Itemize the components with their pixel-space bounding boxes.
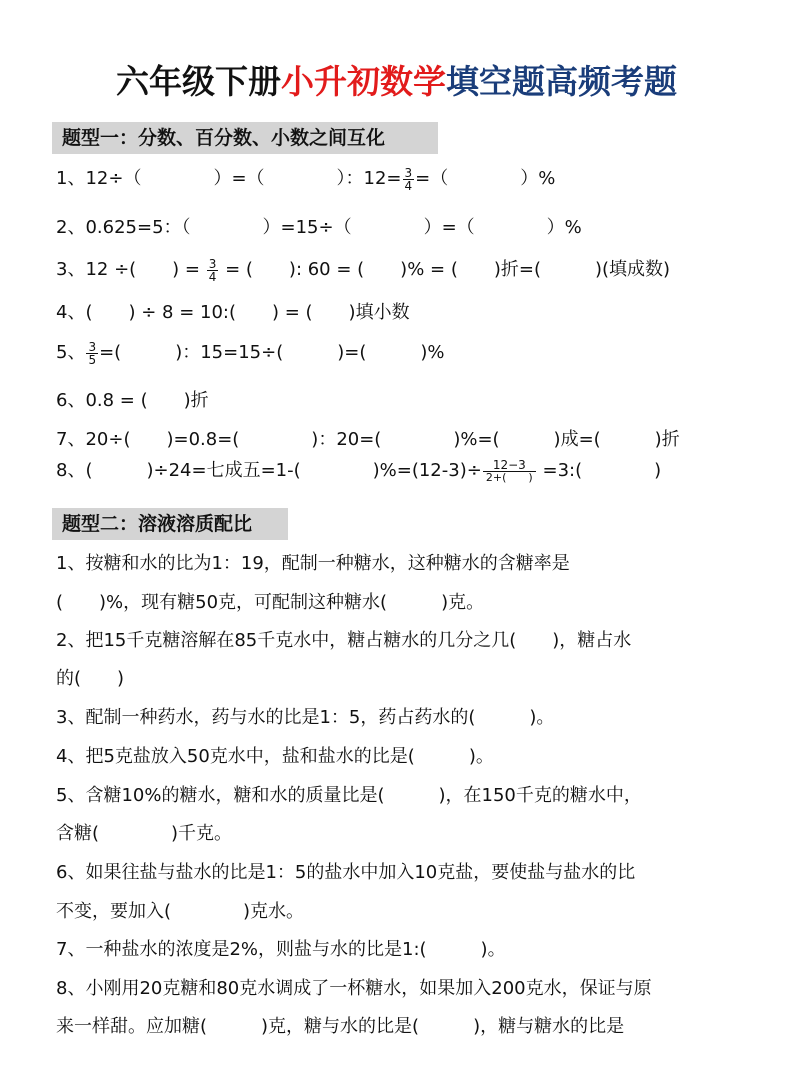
fraction-numerator: 3 [404, 165, 413, 180]
fraction-numerator: 3 [88, 339, 97, 354]
q1-5-text-before: 5、 [56, 342, 86, 363]
fraction-denominator: 4 [404, 178, 413, 193]
q1-8-text-before: 8、( )÷24=七成五=1-( )%=(12-3)÷ [56, 460, 482, 481]
title-part-grade: 六年级下册 [116, 62, 281, 101]
question-2-2-line-1: 2、把15千克糖溶解在85千克水中，糖占糖水的几分之几( )，糖占水 [56, 630, 632, 651]
title-part-type: 填空题高频考题 [446, 62, 677, 101]
q1-3-text-before: 3、12 ÷( ) = [56, 259, 206, 280]
q1-1-text-before: 1、12÷（ ）=（ ）：12= [56, 168, 402, 189]
question-1-4: 4、( ) ÷ 8 = 10:( ) = ( )填小数 [56, 302, 410, 323]
q1-1-text-after: =（ ）% [415, 168, 556, 189]
section-heading-1: 题型一：分数、百分数、小数之间互化 [52, 122, 438, 154]
question-2-4: 4、把5克盐放入50克水中，盐和盐水的比是( )。 [56, 746, 494, 767]
question-2-5-line-1: 5、含糖10%的糖水，糖和水的质量比是( )，在150千克的糖水中， [56, 785, 642, 806]
question-1-2: 2、0.625=5：（ ）=15÷（ ）=（ ）% [56, 217, 582, 238]
question-1-6: 6、0.8 = ( )折 [56, 390, 209, 411]
fraction-numerator: 12−3 [483, 459, 536, 472]
question-1-5 [56, 340, 444, 366]
question-2-1-line-1: 1、按糖和水的比为1：19，配制一种糖水，这种糖水的含糖率是 [56, 553, 570, 574]
fraction-3-4 [403, 167, 415, 192]
question-1-3 [56, 257, 670, 283]
section-heading-2: 题型二：溶液溶质配比 [52, 508, 288, 540]
fraction-3-4 [207, 258, 219, 283]
question-1-8 [56, 458, 661, 484]
fraction-3-5 [86, 341, 98, 366]
question-1-1 [56, 166, 555, 192]
fraction-denominator: 2+( ) [485, 471, 533, 484]
question-2-8-line-1: 8、小刚用20克糖和80克水调成了一杯糖水，如果加入200克水，保证与原 [56, 978, 652, 999]
fraction-denominator: 5 [88, 352, 97, 367]
fraction-numerator: 3 [208, 256, 217, 271]
q1-8-text-after: =3:( ) [536, 460, 662, 481]
title-part-topic: 小升初数学 [281, 62, 446, 101]
fraction-complex [483, 459, 536, 483]
question-2-1-line-2: ( )%，现有糖50克，可配制这种糖水( )克。 [56, 592, 485, 613]
page-title [0, 58, 793, 106]
question-2-7: 7、一种盐水的浓度是2%，则盐与水的比是1:( )。 [56, 939, 506, 960]
q1-5-text-after: =( )：15=15÷( )=( )% [99, 342, 445, 363]
question-2-3: 3、配制一种药水，药与水的比是1：5，药占药水的( )。 [56, 707, 555, 728]
question-2-6-line-2: 不变，要加入( )克水。 [56, 901, 305, 922]
question-2-8-line-2: 来一样甜。应加糖( )克，糖与水的比是( )，糖与糖水的比是 [56, 1016, 625, 1037]
q1-3-text-after: = ( ): 60 = ( )% = ( )折=( )(填成数) [219, 259, 671, 280]
question-2-6-line-1: 6、如果往盐与盐水的比是1：5的盐水中加入10克盐，要使盐与盐水的比 [56, 862, 636, 883]
question-2-5-line-2: 含糖( )千克。 [56, 823, 233, 844]
question-1-7: 7、20÷( )=0.8=( )：20=( )%=( )成=( )折 [56, 429, 680, 450]
fraction-denominator: 4 [208, 269, 217, 284]
question-2-2-line-2: 的( ) [56, 668, 125, 689]
